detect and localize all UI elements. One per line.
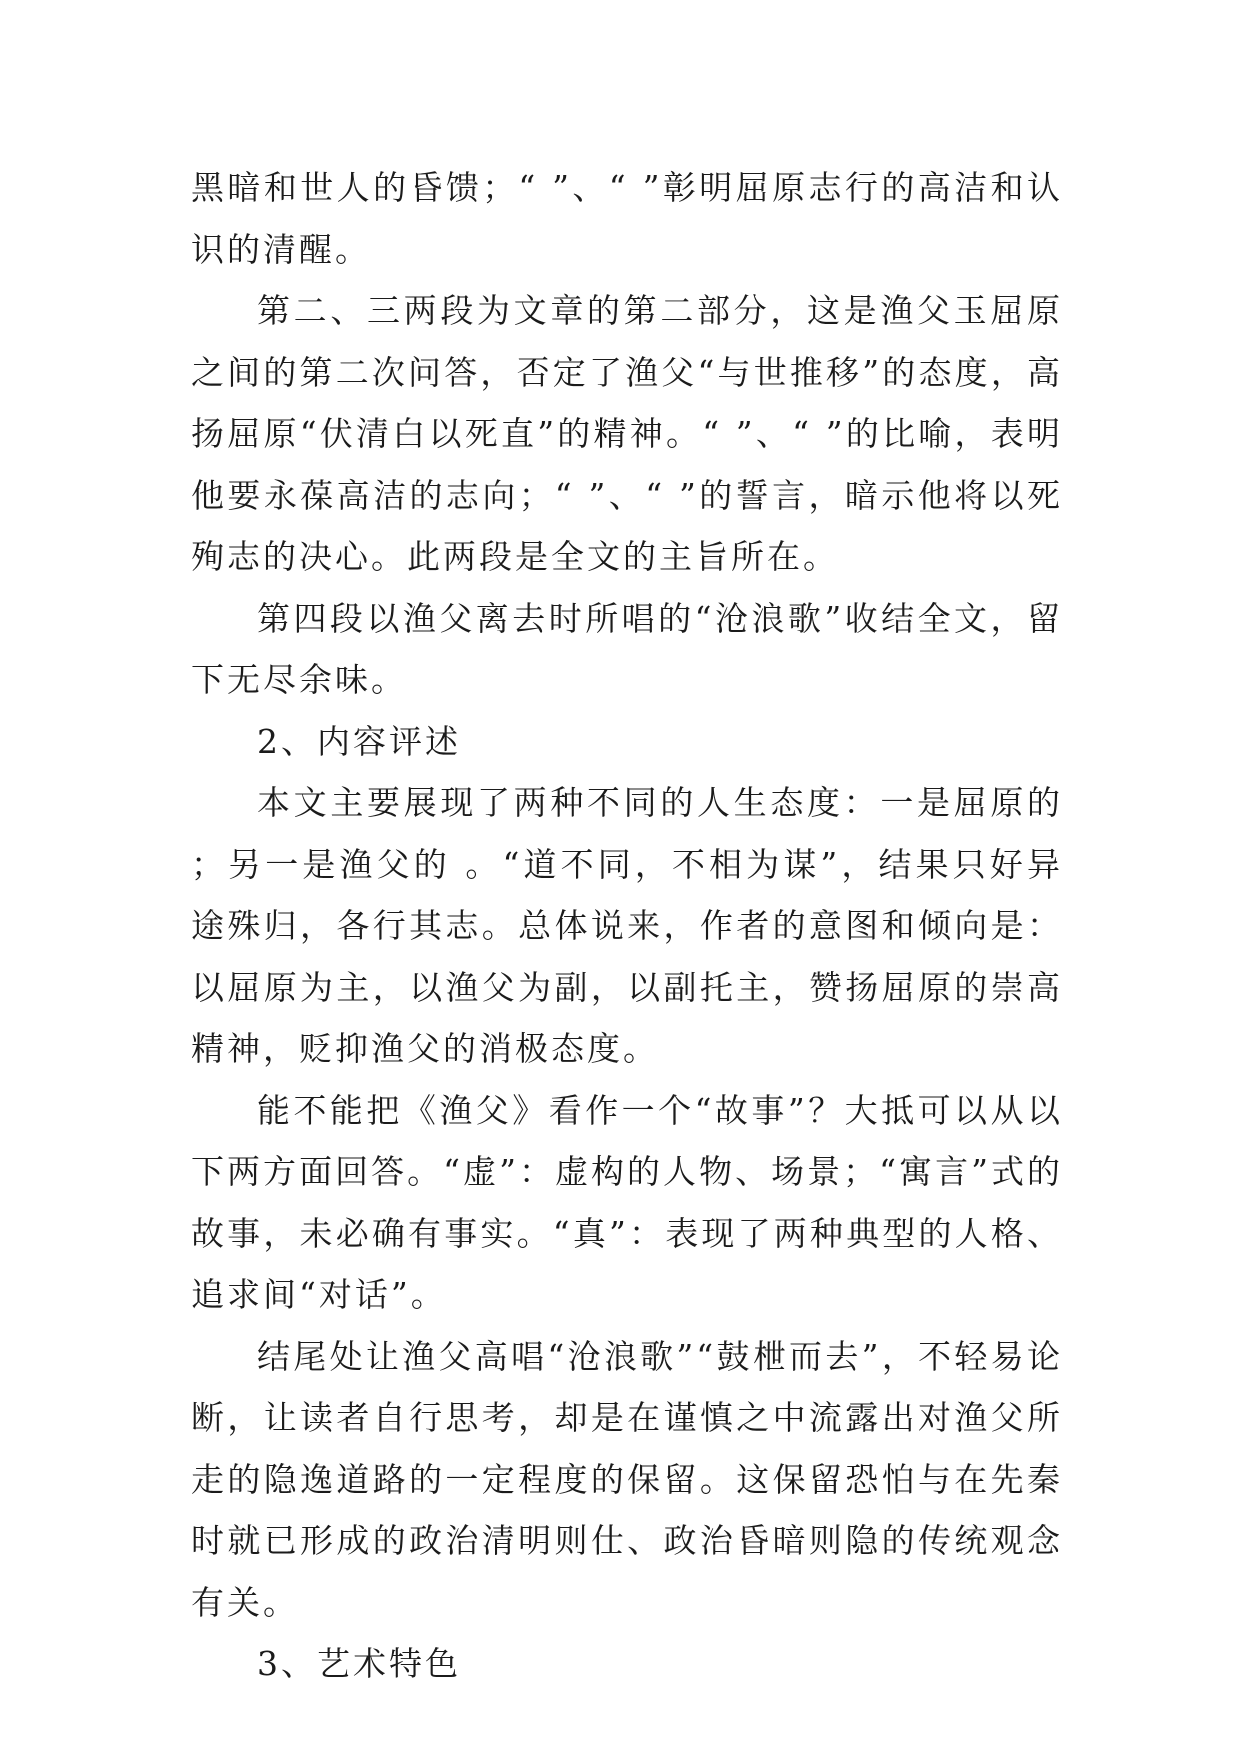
section-heading-content-review: 2、内容评述 [257,721,461,761]
paragraph-second-part: 第二、三两段为文章的第二部分，这是渔父玉屈原之间的第二次问答，否定了渔父“与世推移”的态度，高扬屈原“伏清白以死直”的精神。“ ”、“ ”的比喻，表明他要永葆高洁的志向；“ ”、“ ”的誓言，暗示他将以死殉志的决心。此两段是全文的主旨所在。 [191,291,1063,576]
paragraph-story-question: 能不能把《渔父》看作一个“故事”？大抵可以从以下两方面回答。“虚”：虚构的人物、场景；“寓言”式的故事，未必确有事实。“真”：表现了两种典型的人格、追求间“对话”。 [191,1090,1063,1314]
paragraph-continuation: 黑暗和世人的昏馈；“ ”、“ ”彰明屈原志行的高洁和认识的清醒。 [191,168,1063,269]
section-heading-artistic-features: 3、艺术特色 [257,1644,461,1683]
document-body [191,157,1063,1695]
paragraph-two-attitudes: 本文主要展现了两种不同的人生态度：一是屈原的 ；另一是渔父的 。“道不同，不相为谋”，结果只好异途殊归，各行其志。总体说来，作者的意图和倾向是：以屈原为主，以渔父为副，以副托主，赞扬屈原的崇高精神，贬抑渔父的消极态度。 [191,783,1063,1068]
paragraph-ending-analysis: 结尾处让渔父高唱“沧浪歌”“鼓枻而去”，不轻易论断，让读者自行思考，却是在谨慎之中流露出对渔父所走的隐逸道路的一定程度的保留。这保留恐怕与在先秦时就已形成的政治清明则仕、政治昏暗则隐的传统观念有关。 [191,1336,1063,1622]
paragraph-fourth-section: 第四段以渔父离去时所唱的“沧浪歌”收结全文，留下无尽余味。 [191,598,1063,699]
